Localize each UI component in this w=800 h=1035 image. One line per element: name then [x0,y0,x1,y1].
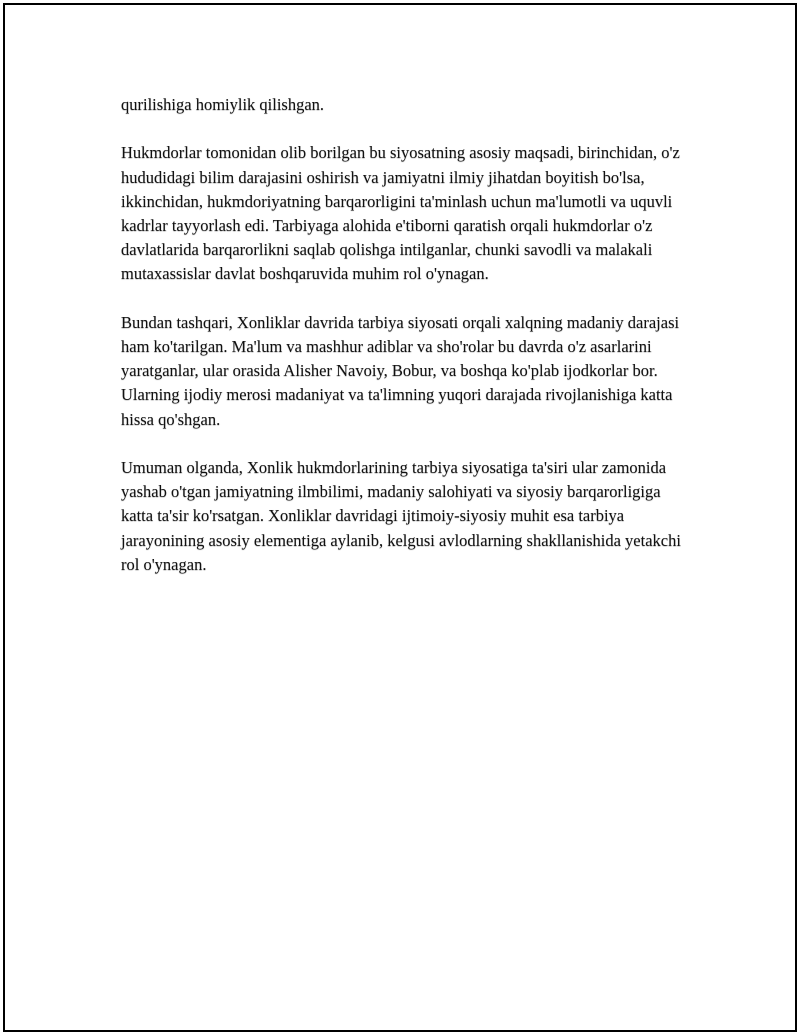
document-body [121,93,691,601]
paragraph-3: Bundan tashqari, Xonliklar davrida tarbiya siyosati orqali xalqning madaniy darajasi ham ko'tarilgan. Ma'lum va mashhur adiblar va sho'rolar bu davrda o'z asarlarini yaratganlar, ular orasida Alisher Navoiy, Bobur, va boshqa ko'plab ijodkorlar bor. Ularning ijodiy merosi madaniyat va ta'limning yuqori darajada rivojlanishiga katta hissa qo'shgan. [121,312,680,429]
paragraph-1: qurilishiga homiylik qilishgan. [121,95,325,114]
paragraph-2: Hukmdorlar tomonidan olib borilgan bu siyosatning asosiy maqsadi, birinchidan, o'z hududidagi bilim darajasini oshirish va jamiyatni ilmiy jihatdan boyitish bo'lsa, ikkinchidan, hukmdoriyatning barqarorligini ta'minlash uchun ma'lumotli va uquvli kadrlar tayyorlash edi. Tarbiyaga alohida e'tiborni qaratish orqali hukmdorlar o'z davlatlarida barqarorlikni saqlab qolishga intilganlar, chunki savodli va malakali mutaxassislar davlat boshqaruvida muhim rol o'ynagan. [121,143,680,284]
document-page [3,3,797,1032]
paragraph-4: Umuman olganda, Xonlik hukmdorlarining tarbiya siyosatiga ta'siri ular zamonida yashab o'tgan jamiyatning ilmbilimi, madaniy salohiyati va siyosiy barqarorligiga katta ta'sir ko'rsatgan. Xonliklar davridagi ijtimoiy-siyosiy muhit esa tarbiya jarayonining asosiy elementiga aylanib, kelgusi avlodlarning shakllanishida yetakchi rol o'ynagan. [121,458,681,574]
